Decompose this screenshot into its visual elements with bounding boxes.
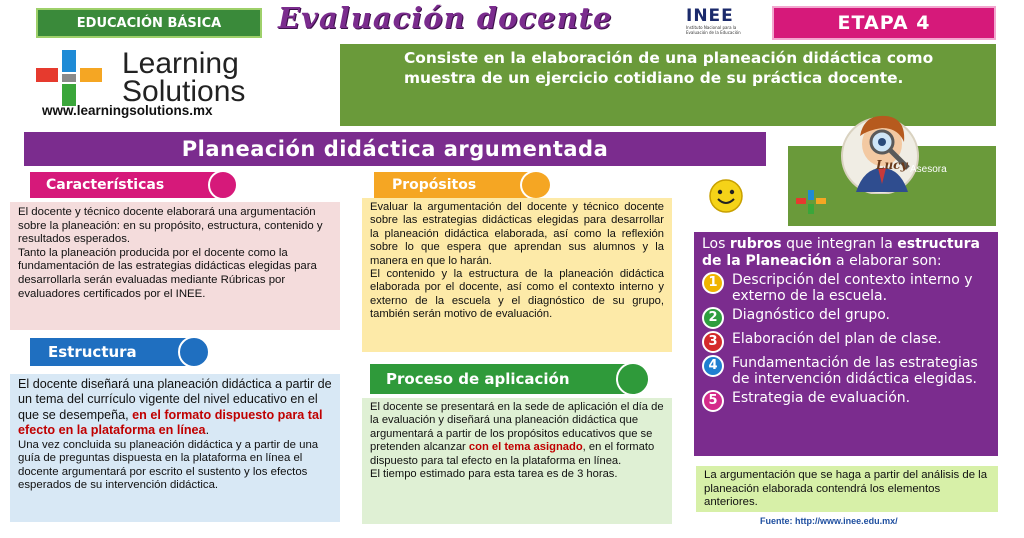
proceso-panel <box>362 398 672 524</box>
rubros-panel <box>694 232 998 456</box>
rubro-number: 3 <box>702 331 724 353</box>
inee-logo-subtext: Instituto Nacional para la Evaluación de la Educación <box>686 25 741 35</box>
caracteristicas-circle <box>208 170 238 200</box>
brand-url: www.learningsolutions.mx <box>42 103 213 118</box>
estructura-label: Estructura <box>30 338 198 366</box>
rubros-intro-3: a elaborar son: <box>831 253 942 269</box>
rubro-text: Fundamentación de las estrategias de intervención didáctica elegidas. <box>732 354 978 388</box>
proceso-header <box>370 364 660 394</box>
rubro-item <box>702 355 990 388</box>
smiley-icon <box>708 178 744 214</box>
proceso-text-end: , en el formato dispuesto para tal efecto en la plataforma en línea. <box>370 441 655 467</box>
rubro-number: 2 <box>702 307 724 329</box>
proceso-text-1: El docente se presentará en la sede de aplicación el día de la evaluación y diseñará una planeación didáctica que argumentará a partir de los propósitos educativos que se pretenden alcanzar <box>370 401 664 454</box>
rubro-text: Elaboración del plan de clase. <box>732 330 942 347</box>
mascot-role: Asesora <box>910 164 947 175</box>
source-link[interactable]: Fuente: http://www.inee.edu.mx/ <box>760 516 898 526</box>
proceso-text-2: El tiempo estimado para esta tarea es de 3 horas. <box>370 468 618 481</box>
propositos-label: Propósitos <box>374 172 542 198</box>
estructura-text-1: El docente diseñará una planeación didáctica a partir de un tema del currículo vigente del nivel educativo en el que se desempeña, <box>18 377 332 422</box>
caracteristicas-text: El docente y técnico docente elaborará una argumentación sobre la planeación: en su propósito, estructura, contenido y resultados esperados. Tanto la planeación producida por el docente como la fundamentación de las estrategias didácticas elegidas para desarrollarla serán evaluadas mediante Rúbricas por evaluadores certificados por el INEE. <box>18 206 323 300</box>
rubro-text: Diagnóstico del grupo. <box>732 306 890 323</box>
level-badge: EDUCACIÓN BÁSICA <box>36 8 262 38</box>
note-panel <box>696 466 998 512</box>
note-text: La argumentación que se haga a partir del análisis de la planeación elaborada contendrá los elementos anteriores. <box>704 469 988 509</box>
propositos-header <box>374 172 554 198</box>
inee-logo <box>686 8 756 40</box>
mascot-illustration <box>834 102 966 194</box>
rubro-text: Estrategia de evaluación. <box>732 389 911 406</box>
rubro-text: Descripción del contexto interno y externo de la escuela. <box>732 272 973 305</box>
propositos-panel <box>362 198 672 352</box>
rubros-intro-2: que integran la <box>781 236 898 252</box>
estructura-text-2: Una vez concluida su planeación didáctica y a partir de una guía de preguntas dispuesta en la plataforma en línea el docente argumentará por escrito el sustento y los efectos esperados de su intervención didáctica. <box>18 438 319 492</box>
proceso-label: Proceso de aplicación <box>370 364 636 394</box>
rubro-number: 5 <box>702 390 724 412</box>
intro-text: Consiste en la elaboración de una planeación didáctica como muestra de un ejercicio cotidiano de su práctica docente. <box>404 49 934 87</box>
rubro-number: 1 <box>702 272 724 294</box>
caracteristicas-panel <box>10 202 340 330</box>
rubro-item <box>702 331 990 353</box>
estructura-text-end: . <box>205 423 210 438</box>
small-logo-icon <box>796 190 836 214</box>
rubro-item <box>702 272 990 305</box>
estructura-circle <box>178 336 210 368</box>
inee-logo-text: INEE <box>686 6 734 26</box>
caracteristicas-label: Características <box>30 172 224 198</box>
propositos-circle <box>520 170 552 200</box>
estructura-panel <box>10 374 340 522</box>
rubro-item <box>702 390 990 412</box>
rubro-item <box>702 307 990 329</box>
caracteristicas-header <box>30 172 226 198</box>
learning-solutions-icon <box>36 50 114 106</box>
estructura-highlight: en el formato dispuesto para tal efecto en la plataforma en línea <box>18 407 323 438</box>
stage-badge: ETAPA 4 <box>772 6 996 40</box>
proceso-circle <box>616 362 650 396</box>
rubros-intro-bold: rubros <box>729 236 782 252</box>
page-title: Evaluación docente <box>278 1 613 35</box>
proceso-highlight: con el tema asignado <box>468 441 583 454</box>
rubro-number: 4 <box>702 355 724 377</box>
estructura-text <box>18 377 332 439</box>
rubros-intro-bold2: estructura de la Planeación <box>702 236 980 269</box>
rubros-intro <box>702 236 990 270</box>
mascot-name: Lucy <box>876 158 908 172</box>
rubros-intro-1: Los <box>702 236 730 252</box>
estructura-header <box>30 338 210 366</box>
propositos-text: Evaluar la argumentación del docente y técnico docente sobre las estrategias didácticas elegidas para desarrollar la planeación didáctica elaborada, así como la reflexión sobre lo que espera que aprendan sus alumnos y la manera en que lo harán. El contenido y la estructura de la planeación didáctica elaborada por el docente, así como el contexto interno y externo de la escuela y el diagnóstico de su grupo, también serán motivo de evaluación. <box>370 201 664 321</box>
brand-name-line2: Solutions <box>122 75 246 108</box>
main-title: Planeación didáctica argumentada <box>24 132 766 166</box>
brand-name-line1: Learning <box>122 47 239 80</box>
mascot <box>834 102 966 194</box>
proceso-text <box>370 401 664 468</box>
